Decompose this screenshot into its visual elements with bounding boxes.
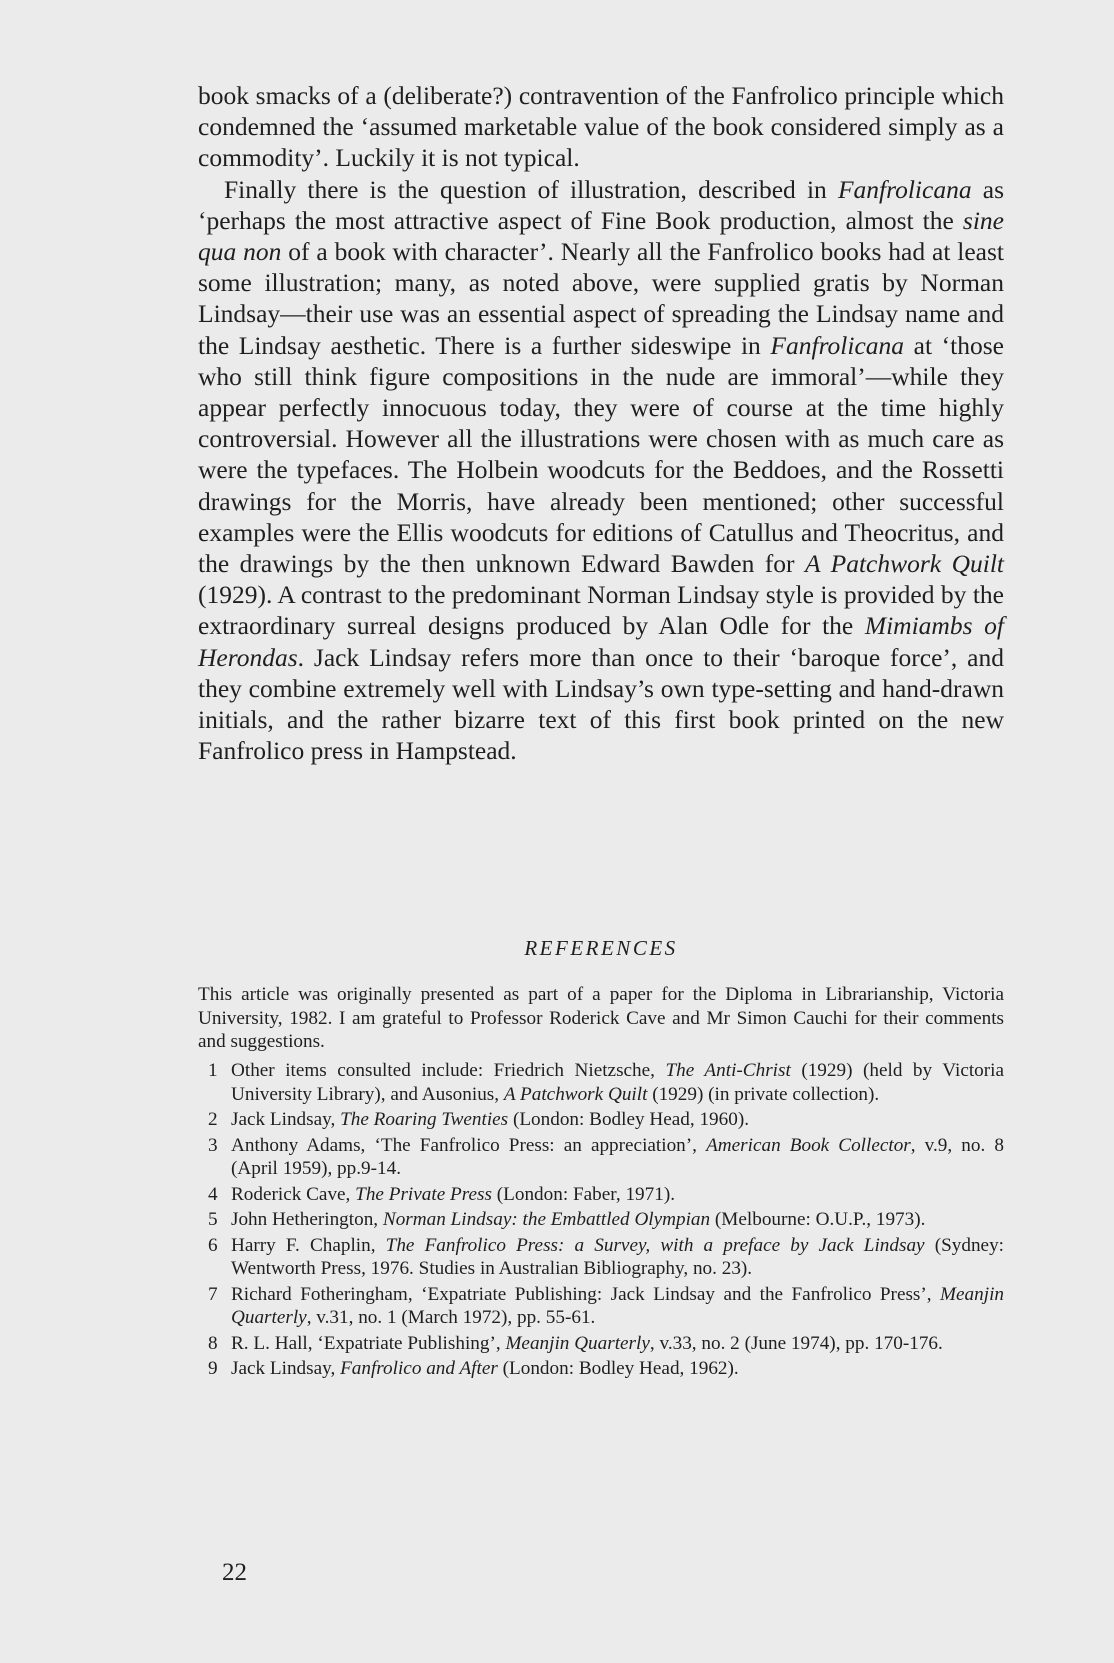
reference-text: , v.9, no. 8 (April 1959), pp.9-14. [231,1134,1004,1179]
reference-title: A Patchwork Quilt [503,1083,648,1105]
reference-number: 3 [208,1134,218,1156]
body-text [198,80,1004,766]
paragraph-1 [198,80,1004,174]
reference-number: 4 [208,1183,218,1205]
reference-title: The Private Press [355,1183,492,1205]
reference-text: , v.33, no. 2 (June 1974), pp. 170-176. [649,1332,943,1354]
reference-number: 9 [208,1358,218,1379]
reference-item [198,1332,1004,1356]
reference-item [198,1183,1004,1207]
paragraph-2-italic-4: A Patchwork Quilt [805,549,1005,579]
reference-text: Jack Lindsay, [231,1358,341,1379]
paragraph-2-italic-3: Fanfrolicana [770,330,905,360]
paragraph-2-text-2: as ‘perhaps the most attractive aspect of Fine Book production, almost the [198,174,1005,235]
reference-number: 1 [208,1060,218,1081]
reference-item [198,1283,1004,1330]
reference-text: Jack Lindsay, [231,1109,341,1130]
reference-text: (1929) (in private collection). [647,1083,880,1105]
paragraph-2-text-3: of a book with character’. Nearly all the Fanfrolico books had at least some illustration; many, as noted above, were supplied gratis by Norman Lindsay—their use was an essential aspect of spreading the Lindsay name and the Lindsay aesthetic. There is a further sideswipe in [198,237,1005,360]
reference-text: , v.31, no. 1 (March 1972), pp. 55-61. [306,1307,596,1328]
reference-item [198,1108,1004,1132]
reference-text: Harry F. Chaplin, [231,1234,386,1256]
reference-number: 5 [208,1209,218,1230]
paragraph-2 [198,174,1004,767]
paragraph-2-text-4: at ‘those who still think figure compositions in the nude are immoral’—while they appear perfectly innocuous today, they were of course at the time highly controversial. However all the illustrations were chosen with as much care as were the typefaces. The Holbein woodcuts for the Beddoes, and the Rossetti drawings for the Morris, have already been mentioned; other successful examples were the Ellis woodcuts for editions of Catullus and Theocritus, and the drawings by the then unknown Edward Bawden for [198,330,1004,579]
reference-number: 6 [208,1234,218,1256]
paragraph-2-text-5: (1929). A contrast to the predominant Norman Lindsay style is provided by the extraordinary surreal designs produced by Alan Odle for the [198,580,1004,641]
reference-item [198,1234,1004,1281]
reference-title: American Book Collector [706,1134,911,1156]
reference-text: (London: Faber, 1971). [491,1183,676,1205]
reference-title: The Anti-Christ [665,1060,791,1081]
reference-text: R. L. Hall, ‘Expatriate Publishing’, [231,1332,506,1354]
reference-title: Fanfrolico and After [340,1358,498,1379]
reference-text: Roderick Cave, [231,1183,356,1205]
paragraph-2-italic-2: sine qua non [198,205,1004,267]
paragraph-2-italic-5: Mimiambs of Herondas [198,611,1004,672]
references-intro: This article was originally presented as part of a paper for the Diploma in Librarianship, Victoria University, 1982. I am grateful to Professor Roderick Cave and Mr Simon Cauchi for their comments and suggestions. [198,984,1004,1052]
reference-number: 8 [208,1332,218,1354]
reference-number: 7 [208,1283,218,1305]
reference-title: The Fanfrolico Press: a Survey, with a preface by Jack Lindsay [385,1234,925,1256]
reference-number: 2 [208,1109,218,1130]
reference-text: (Melbourne: O.U.P., 1973). [710,1209,926,1230]
reference-text: John Hetherington, [231,1209,383,1230]
paragraph-2-italic-1: Fanfrolicana [837,174,972,204]
reference-title: Norman Lindsay: the Embattled Olympian [382,1209,711,1230]
references-heading: REFERENCES [524,936,678,960]
reference-title: Meanjin Quarterly [505,1332,650,1354]
reference-text: Anthony Adams, ‘The Fanfrolico Press: an appreciation’, [231,1134,707,1156]
reference-text: Richard Fotheringham, ‘Expatriate Publishing: Jack Lindsay and the Fanfrolico Press’, [231,1283,941,1305]
references-list [198,1059,1004,1383]
paragraph-1-text: book smacks of a (deliberate?) contravention of the Fanfrolico principle which condemned the ‘assumed marketable value of the book considered simply as a commodity’. Luckily it is not typical. [198,81,1004,173]
reference-text: (1929) (held by Victoria University Library), and Ausonius, [231,1060,1004,1105]
reference-item [198,1208,1004,1232]
paragraph-2-text-1: Finally there is the question of illustration, described in [224,174,838,204]
reference-text: (London: Bodley Head, 1962). [497,1358,739,1379]
reference-item [198,1059,1004,1106]
reference-item [198,1134,1004,1181]
reference-text: (London: Bodley Head, 1960). [508,1109,750,1130]
reference-title: The Roaring Twenties [340,1109,509,1130]
reference-text: (Sydney: Wentworth Press, 1976. Studies in Australian Bibliography, no. 23). [231,1234,1004,1279]
reference-text: Other items consulted include: Friedrich Nietzsche, [231,1060,666,1081]
reference-item [198,1357,1004,1381]
reference-title: Meanjin Quarterly [231,1283,1004,1328]
page-number: 22 [222,1559,247,1586]
paragraph-2-text-6: . Jack Lindsay refers more than once to their ‘baroque force’, and they combine extremely well with Lindsay’s own type-setting and hand-drawn initials, and the rather bizarre text of this first book printed on the new Fanfrolico press in Hampstead. [198,642,1004,766]
